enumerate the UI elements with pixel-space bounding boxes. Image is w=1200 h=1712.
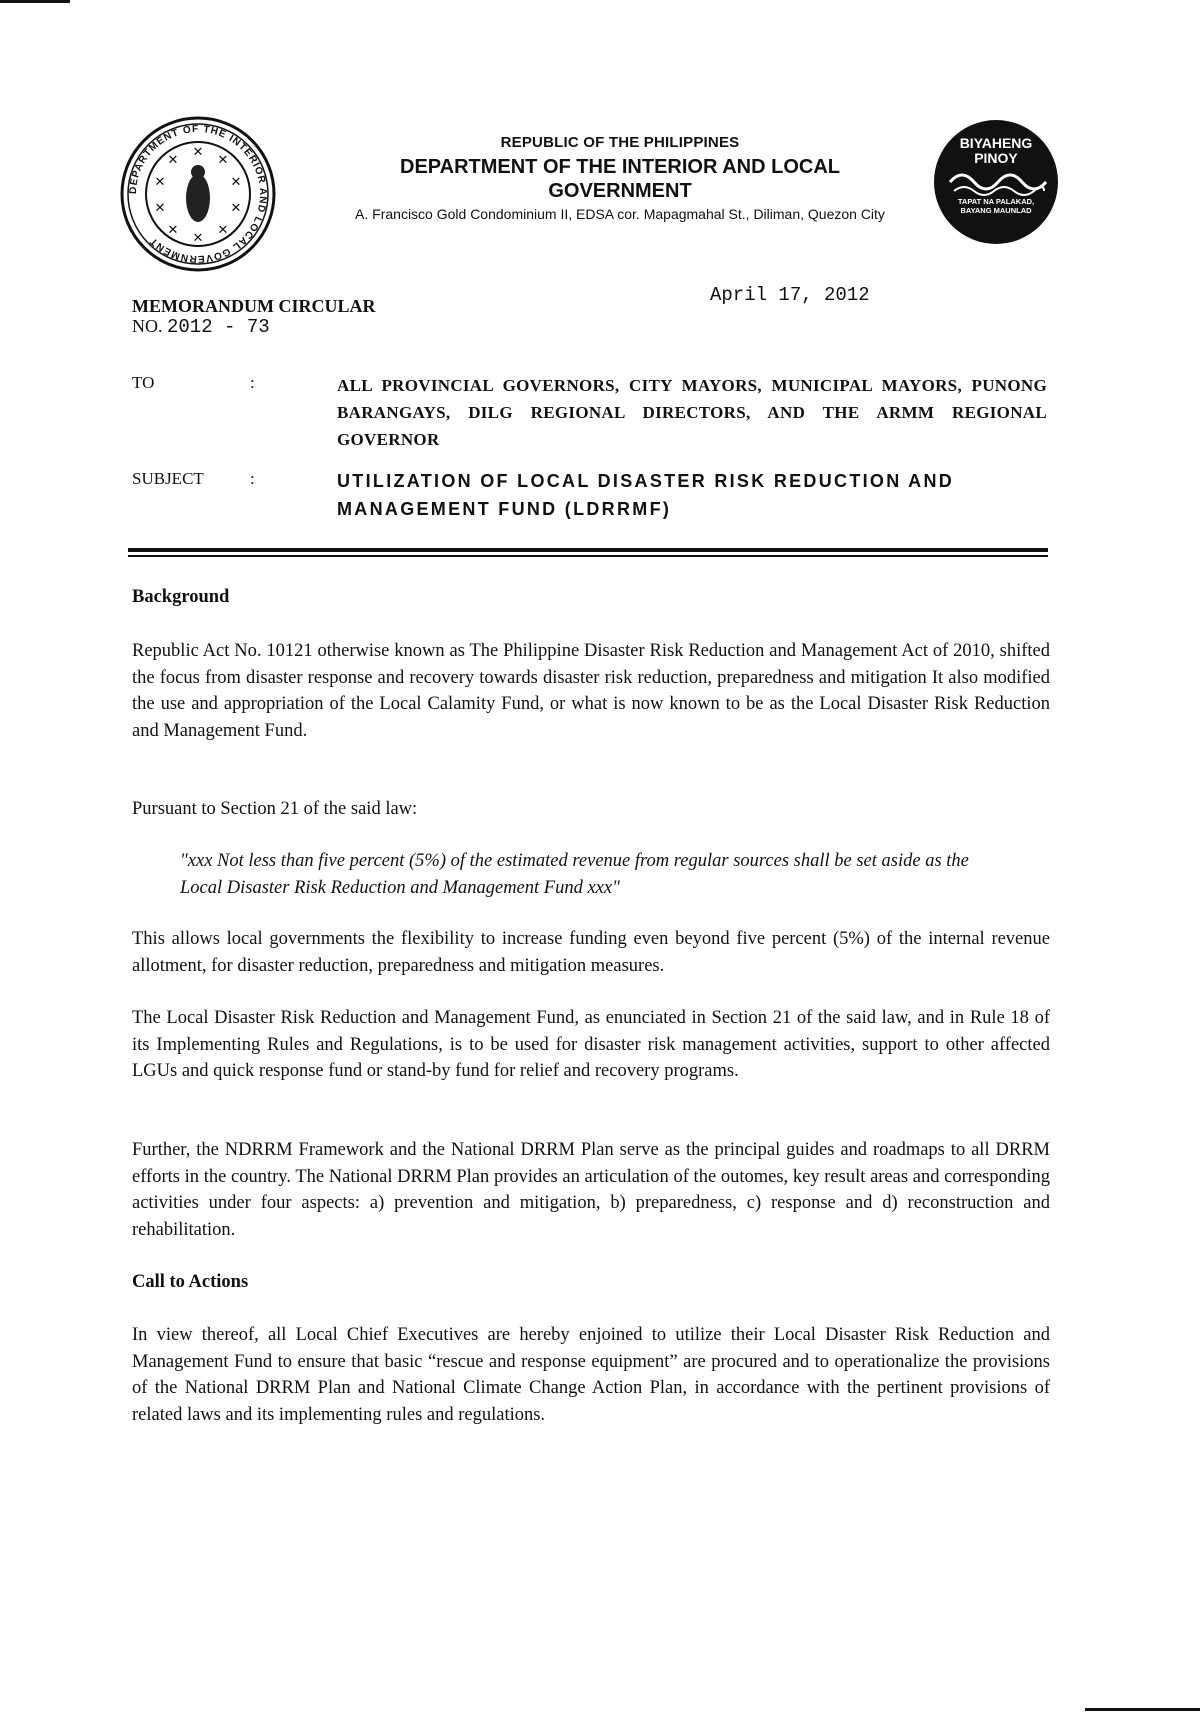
law-quote: "xxx Not less than five percent (5%) of the estimated revenue from regular sources shall be set aside as the Local Disaster Risk Reduction and Management Fund xxx" xyxy=(180,851,969,898)
seal-text: DEPARTMENT OF THE INTERIOR AND LOCAL GOVERNMENT xyxy=(127,123,269,265)
call-to-actions-heading: Call to Actions xyxy=(132,1272,249,1292)
paragraph-5: Further, the NDRRM Framework and the National DRRM Plan serve as the principal guides and roadmaps to all DRRM efforts in the country. The National DRRM Plan provides an articulation of the outomes, key result areas and corresponding activities under four aspects: a) prevention and mitigation, b) preparedness, c) response and d) reconstruction and rehabilitation. xyxy=(132,1140,1050,1240)
dilg-seal-logo xyxy=(118,114,278,274)
memo-title: MEMORANDUM CIRCULAR xyxy=(132,296,376,316)
paragraph-4: The Local Disaster Risk Reduction and Management Fund, as enunciated in Section 21 of the said law, and in Rule 18 of its Implementing Rules and Regulations, is to be used for disaster risk management activities, support to other affected LGUs and quick response fund or stand-by fund for relief and recovery programs. xyxy=(132,1008,1050,1081)
paragraph-2: Pursuant to Section 21 of the said law: xyxy=(132,799,418,819)
to-recipients: ALL PROVINCIAL GOVERNORS, CITY MAYORS, MUNICIPAL MAYORS, PUNONG BARANGAYS, DILG REGIONAL DIRECTORS, AND THE ARMM REGIONAL GOVERNOR xyxy=(337,376,1047,449)
department-name: DEPARTMENT OF THE INTERIOR AND LOCAL GOVERNMENT xyxy=(400,156,840,202)
divider-rule xyxy=(128,548,1048,552)
memo-number xyxy=(132,316,270,338)
memo-date: April 17, 2012 xyxy=(710,284,870,306)
subject-colon: : xyxy=(250,469,255,488)
to-label: TO xyxy=(132,373,155,392)
subject-label: SUBJECT xyxy=(132,469,204,488)
svg-text:✕: ✕ xyxy=(230,201,242,216)
paragraph-3: This allows local governments the flexibility to increase funding even beyond five percent (5%) of the internal revenue allotment, for disaster reduction, preparedness and mitigation measures. xyxy=(132,929,1050,976)
memo-number-value: 2012 - 73 xyxy=(167,316,270,338)
badge-line-4: BAYANG MAUNLAD xyxy=(960,206,1032,215)
paragraph-6: In view thereof, all Local Chief Executives are hereby enjoined to utilize their Local Disaster Risk Reduction and Management Fund to ensure that basic “rescue and response equipment” are procured and to operationalize the provisions of the National DRRM Plan and National Climate Change Action Plan, in accordance with the pertinent provisions of related laws and its implementing rules and regulations. xyxy=(132,1325,1050,1425)
memo-number-label: NO. xyxy=(132,316,163,336)
letterhead xyxy=(330,134,910,224)
scan-mark-top xyxy=(0,0,70,3)
badge-line-1: BIYAHENG xyxy=(959,135,1033,151)
svg-text:✕: ✕ xyxy=(192,145,204,160)
svg-text:✕: ✕ xyxy=(230,175,242,190)
to-colon: : xyxy=(250,373,255,392)
paragraph-1: Republic Act No. 10121 otherwise known as The Philippine Disaster Risk Reduction and Management Act of 2010, shifted the focus from disaster response and recovery towards disaster risk reduction, preparedness and mitigation It also modified the use and appropriation of the Local Calamity Fund, or what is now known to be as the Local Disaster Risk Reduction and Management Fund. xyxy=(132,641,1050,741)
republic-heading: REPUBLIC OF THE PHILIPPINES xyxy=(500,134,740,151)
svg-text:✕: ✕ xyxy=(167,223,179,238)
scan-mark-bottom xyxy=(1085,1708,1200,1711)
svg-text:✕: ✕ xyxy=(154,201,166,216)
department-address: A. Francisco Gold Condominium II, EDSA cor. Mapagmahal St., Diliman, Quezon City xyxy=(355,206,885,222)
divider-rule-thin xyxy=(128,555,1048,557)
badge-line-2: PINOY xyxy=(974,150,1018,166)
svg-text:✕: ✕ xyxy=(217,153,229,168)
svg-text:✕: ✕ xyxy=(154,175,166,190)
svg-text:✕: ✕ xyxy=(192,231,204,246)
svg-text:✕: ✕ xyxy=(217,223,229,238)
badge-line-3: TAPAT NA PALAKAD, xyxy=(957,197,1035,206)
biyaheng-pinoy-logo xyxy=(932,118,1060,246)
subject-text: UTILIZATION OF LOCAL DISASTER RISK REDUCTION AND MANAGEMENT FUND (LDRRMF) xyxy=(337,471,955,519)
svg-text:✕: ✕ xyxy=(167,153,179,168)
background-heading: Background xyxy=(132,587,230,607)
